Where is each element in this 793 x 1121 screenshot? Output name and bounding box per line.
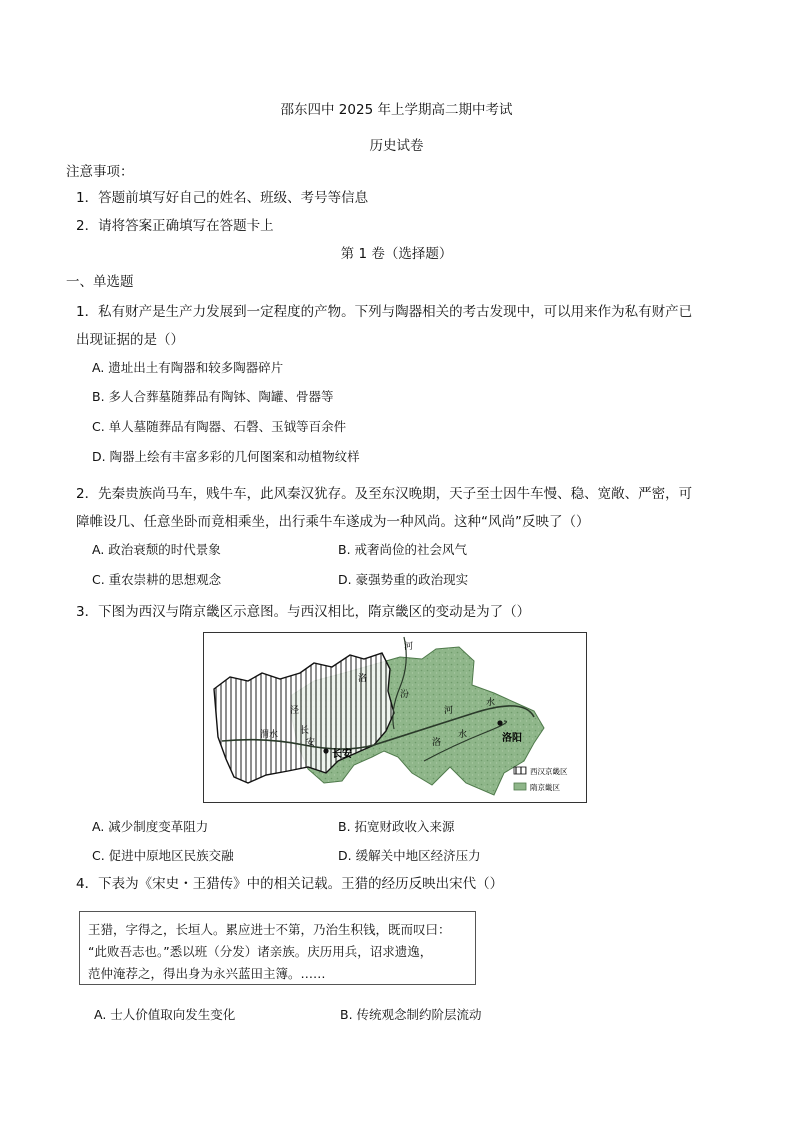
q4-source-box xyxy=(79,911,476,985)
legend-swatch-sui xyxy=(514,783,526,790)
q4-quote-line-2: “此败吾志也。”悉以班（分发）诸亲族。庆历用兵，诏求遗逸， xyxy=(88,944,433,959)
q2-option-a[interactable]: A. 政治衰颓的时代景象 xyxy=(92,542,221,557)
q4-stem: 4．下表为《宋史・王猎传》中的相关记载。王猎的经历反映出宋代（） xyxy=(76,876,504,892)
q3-option-b[interactable]: B. 拓宽财政收入来源 xyxy=(338,819,455,834)
map-svg xyxy=(204,633,586,802)
q1-option-b[interactable]: B. 多人合葬墓随葬品有陶钵、陶罐、骨器等 xyxy=(92,389,334,404)
q4-quote-line-3: 范仲淹荐之，得出身为永兴蓝田主簿。…… xyxy=(88,966,326,981)
q2-option-d[interactable]: D. 豪强势重的政治现实 xyxy=(338,572,469,587)
q1-option-c[interactable]: C. 单人墓随葬品有陶器、石磬、玉钺等百余件 xyxy=(92,419,347,434)
q2-stem-line-2: 障帷设几、任意坐卧而竟相乘坐，出行乘牛车遂成为一种风尚。这种“风尚”反映了（） xyxy=(76,514,590,530)
q3-option-a[interactable]: A. 减少制度变革阻力 xyxy=(92,819,209,834)
label-he-mid: 河 xyxy=(444,706,454,716)
notice-item-1: 1．答题前填写好自己的姓名、班级、考号等信息 xyxy=(76,190,369,206)
notice-heading: 注意事项： xyxy=(66,164,134,180)
q2-option-c[interactable]: C. 重农崇耕的思想观念 xyxy=(92,572,222,587)
q4-quote-line-1: 王猎，字得之，长垣人。累应进士不第，乃治生积钱，既而叹曰： xyxy=(88,922,451,937)
part-title: 第 1 卷（选择题） xyxy=(340,246,453,262)
legend-swatch-han xyxy=(514,767,526,774)
luoyang-marker xyxy=(497,720,502,725)
label-fen: 汾 xyxy=(400,690,410,700)
label-shui-mid: 水 xyxy=(486,698,496,708)
label-an: 安 xyxy=(306,738,316,748)
section-title: 一、单选题 xyxy=(66,274,134,290)
q2-option-b[interactable]: B. 戒奢尚俭的社会风气 xyxy=(338,542,468,557)
q1-stem-line-1: 1．私有财产是生产力发展到一定程度的产物。下列与陶器相关的考古发现中，可以用来作为私有财产已 xyxy=(76,304,693,320)
label-luo-south: 洛 xyxy=(432,738,442,748)
q4-option-a[interactable]: A. 士人价值取向发生变化 xyxy=(94,1007,236,1022)
q1-option-d[interactable]: D. 陶器上绘有丰富多彩的几何图案和动植物纹样 xyxy=(92,449,360,464)
q1-stem-line-2: 出现证据的是（） xyxy=(76,332,184,348)
q2-stem-line-1: 2．先秦贵族尚马车，贱牛车，此风秦汉犹存。及至东汉晚期，天子至士因牛车慢、稳、宽敞、严密，可 xyxy=(76,486,693,502)
capital-region-map xyxy=(203,632,587,803)
changan-marker xyxy=(323,748,328,753)
label-changan: 长安 xyxy=(332,749,352,760)
q3-stem: 3．下图为西汉与隋京畿区示意图。与西汉相比，隋京畿区的变动是为了（） xyxy=(76,604,531,620)
q1-option-a[interactable]: A. 遗址出土有陶器和较多陶器碎片 xyxy=(92,360,284,375)
notice-item-2: 2．请将答案正确填写在答题卡上 xyxy=(76,218,274,234)
q4-option-b[interactable]: B. 传统观念制约阶层流动 xyxy=(340,1007,482,1022)
legend-label-han: 西汉京畿区 xyxy=(530,767,568,776)
q3-option-d[interactable]: D. 缓解关中地区经济压力 xyxy=(338,848,481,863)
label-shui-south: 水 xyxy=(458,730,468,740)
label-jing: 泾 xyxy=(290,706,300,716)
q3-option-c[interactable]: C. 促进中原地区民族交融 xyxy=(92,848,234,863)
label-he-top: 河 xyxy=(404,642,414,652)
label-weishui: 渭水 xyxy=(260,730,279,740)
legend-label-sui: 隋京畿区 xyxy=(530,783,560,792)
label-luoyang: 洛阳 xyxy=(502,733,522,744)
label-luo-top: 洛 xyxy=(358,674,368,684)
exam-subject: 历史试卷 xyxy=(369,138,424,154)
western-han-capital-region xyxy=(214,653,394,783)
label-chang: 长 xyxy=(300,726,310,736)
exam-title: 邵东四中 2025 年上学期高二期中考试 xyxy=(280,102,513,118)
